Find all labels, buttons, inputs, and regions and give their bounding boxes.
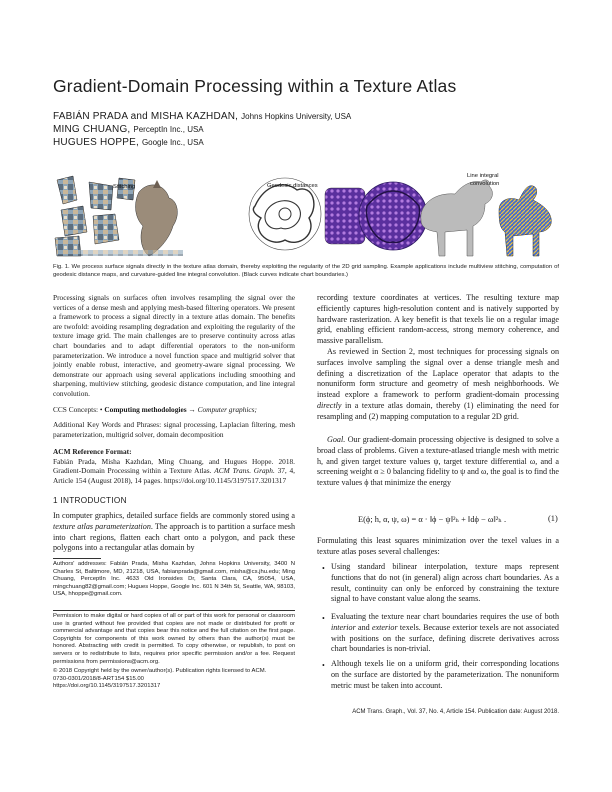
label-lic-line-1: Line integral	[467, 173, 499, 179]
figure-caption: Fig. 1. We process surface signals directly in the texture atlas domain, thereby exploiting the regularity of the 2D grid sampling. Example applications include multiview stitching, computation of geodesic distance maps, and curvature-guided line integral convolution. (Black curves indicate chart boundaries.)	[53, 264, 559, 278]
intro-text-1: In computer graphics, detailed surface fields are commonly stored using a	[53, 511, 295, 520]
author-line-2	[53, 124, 204, 135]
author-affiliation: Johns Hopkins University, USA	[241, 112, 352, 121]
bullet-item-2: Evaluating the texture near chart boundaries requires the use of both interior and exterior texels. Because exterior texels are not associated with positions on the surface, defining discrete derivatives across chart boundaries is non-trivial.	[331, 612, 559, 654]
lic-panel	[421, 180, 551, 256]
right-column	[317, 293, 559, 423]
author-line-3	[53, 137, 204, 148]
ccs-italic: Computer graphics;	[197, 405, 257, 414]
authors-addresses: Authors' addresses: Fabián Prada, Misha Kazhdan, Johns Hopkins University, 3400 N Charles St, Baltimore, MD, 21218, USA, fabianprada@gmail.com, misha@cs.jhu.edu; Ming Chuang, PerceptIn Inc. 4633 Old Ironsides Dr, Santa Clara, CA, 95054, USA, mingchuang82@gmail.com; Hugues Hoppe, Google Inc. 601 N 34th St, Seattle, WA, 98103, USA, hhoppe@gmail.com.	[53, 561, 295, 598]
abstract	[53, 293, 295, 399]
footnote-rule	[53, 558, 101, 559]
intro-text-2: . The approach is to partition a surface mesh into chart regions, flatten each chart onto a polygon, and pack these polygons into a rectangular atlas domain by	[53, 521, 296, 553]
right-paragraph-2: As reviewed in Section 2, most techniques for processing signals on surfaces involve sampling the signal over a dense triangle mesh and defining a discretization of the Laplace operator that adapts to the nonuniform form structure and geometry of mesh neighborhoods. We instead explore a framework to perform gradient-domain processing directly in a texture atlas domain, thereby (1) eliminating the need for resampling and (2) mapping computation to a regular 2D grid.	[317, 346, 559, 421]
acm-text-1: Fabián Prada, Misha Kazhdan, Ming Chuang, and Hugues Hoppe. 2018. Gradient-Domain Processing within a Texture Atlas.	[53, 456, 295, 476]
label-stitching: Stitching	[113, 184, 136, 190]
equation-number: (1)	[548, 514, 558, 523]
permission-notice: Permission to make digital or hard copies of all or part of this work for personal or classroom use is granted without fee provided that copies are not made or distributed for profit or commercial advantage and that copies bear this notice and the full citation on the first page. Copyrights for components of this work owned by others than the author(s) must be honored. Abstracting with credit is permitted. To copy otherwise, or republish, to post on servers or to redistribute to lists, requires prior specific permission and/or a fee. Request permissions from permissions@acm.org.	[53, 613, 295, 665]
intro-heading: 1 INTRODUCTION	[53, 496, 127, 505]
goal-text: Our gradient-domain processing objective is designed to solve a broad class of problems. Given a texture-atlased triangle mesh with metric h, and given target texture values ψ, target texture differential ω, and a screening weight α ≥ 0 balancing fidelity to ψ and ω, the goal is to find the texture values ϕ that minimize the energy	[317, 435, 560, 488]
goal-label: Goal.	[327, 435, 346, 444]
author-line-1	[53, 111, 351, 122]
label-geodesic: Geodesic distances	[267, 183, 318, 189]
teaser-figure	[53, 170, 559, 258]
copyright-line-1: © 2018 Copyright held by the owner/author(s). Publication rights licensed to ACM.	[53, 668, 267, 674]
keywords-text: Additional Key Words and Phrases: signal processing, Laplacian filtering, mesh parameterization, multigrid solver, domain decomposition	[53, 420, 295, 439]
acm-journal: ACM Trans. Graph.	[214, 466, 275, 476]
acm-reference	[53, 447, 295, 485]
bullet-item-1: Using standard bilinear interpolation, texture maps represent functions that do not (in general) align across chart boundaries. As a result, continuity can only be enforced by constraining the texture signal to have constant value along the seams.	[331, 562, 559, 604]
copyright-block	[53, 668, 295, 691]
right-emphasis: directly	[317, 400, 342, 410]
bullet-item-3: Although texels lie on a uniform grid, their corresponding locations on the surface are distorted by the parameterization. The nonuniform metric must be taken into account.	[331, 659, 559, 690]
bullet-marker: •	[322, 614, 325, 623]
intro-emphasis: texture atlas parameterization	[53, 521, 151, 531]
paper-title: Gradient-Domain Processing within a Texture Atlas	[53, 76, 457, 96]
keywords	[53, 420, 295, 439]
challenges-intro	[317, 536, 559, 558]
bullet-marker: •	[322, 564, 325, 573]
challenges-text: Formulating this least squares minimization over the texel values in a texture atlas poses several challenges:	[317, 536, 559, 556]
copyright-line-3: https://doi.org/10.1145/3197517.3201317	[53, 683, 161, 690]
bullet-marker: •	[322, 661, 325, 670]
author-names: FABIÁN PRADA and MISHA KAZHDAN,	[53, 111, 239, 122]
equation: E(ϕ; h, α, ψ, ω) = α · ‖ϕ − ψ‖²ₕ + ‖dϕ − ω‖²ₕ .	[358, 515, 507, 524]
ccs-label: CCS Concepts: •	[53, 405, 103, 414]
page-footer: ACM Trans. Graph., Vol. 37, No. 4, Article 154. Publication date: August 2018.	[352, 709, 559, 715]
abstract-text: Processing signals on surfaces often involves resampling the signal over the vertices of a dense mesh and applying mesh-based filtering operators. We present a framework to process a signal directly in a texture atlas domain. The benefits are twofold: avoiding resampling degradation and exploiting the regularity of the texture image grid. The main challenges are to preserve continuity across atlas chart boundaries and to adapt differential operators to the non-uniform parameterization. We introduce a novel function space and multigrid solver that jointly enable robust, interactive, and geometry-aware signal processing. We demonstrate our approach using several applications including smoothing and sharpening, multiview stitching, geodesic distance computation, and line integral convolution.	[53, 293, 295, 398]
acm-heading: ACM Reference Format:	[53, 447, 132, 456]
author-affiliation: PerceptIn Inc., USA	[133, 125, 204, 134]
copyright-line-2: 0730-0301/2018/8-ART154 $15.00	[53, 675, 144, 682]
acm-text-2: 37, 4, Article 154 (August 2018), 14 pages. https://doi.org/10.1145/3197517.3201317	[53, 466, 295, 485]
intro-paragraph	[53, 511, 295, 554]
right-paragraph-1: recording texture coordinates at vertices. The resulting texture map efficiently captures high-resolution content and is natively supported by hardware rasterization. A key benefit is that texels lie on a regular image grid, enabling efficient random-access, strong memory coherence, and massive parallelism.	[317, 293, 559, 346]
author-names: HUGUES HOPPE,	[53, 137, 139, 148]
ccs-bold: Computing methodologies	[104, 405, 187, 414]
ccs-arrow: →	[188, 405, 196, 414]
author-names: MING CHUANG,	[53, 124, 131, 135]
goal-paragraph	[317, 435, 559, 489]
ccs-concepts	[53, 405, 295, 415]
permission-rule	[53, 610, 295, 611]
label-lic-line-2: convolution	[470, 181, 500, 187]
author-affiliation: Google Inc., USA	[141, 138, 204, 147]
